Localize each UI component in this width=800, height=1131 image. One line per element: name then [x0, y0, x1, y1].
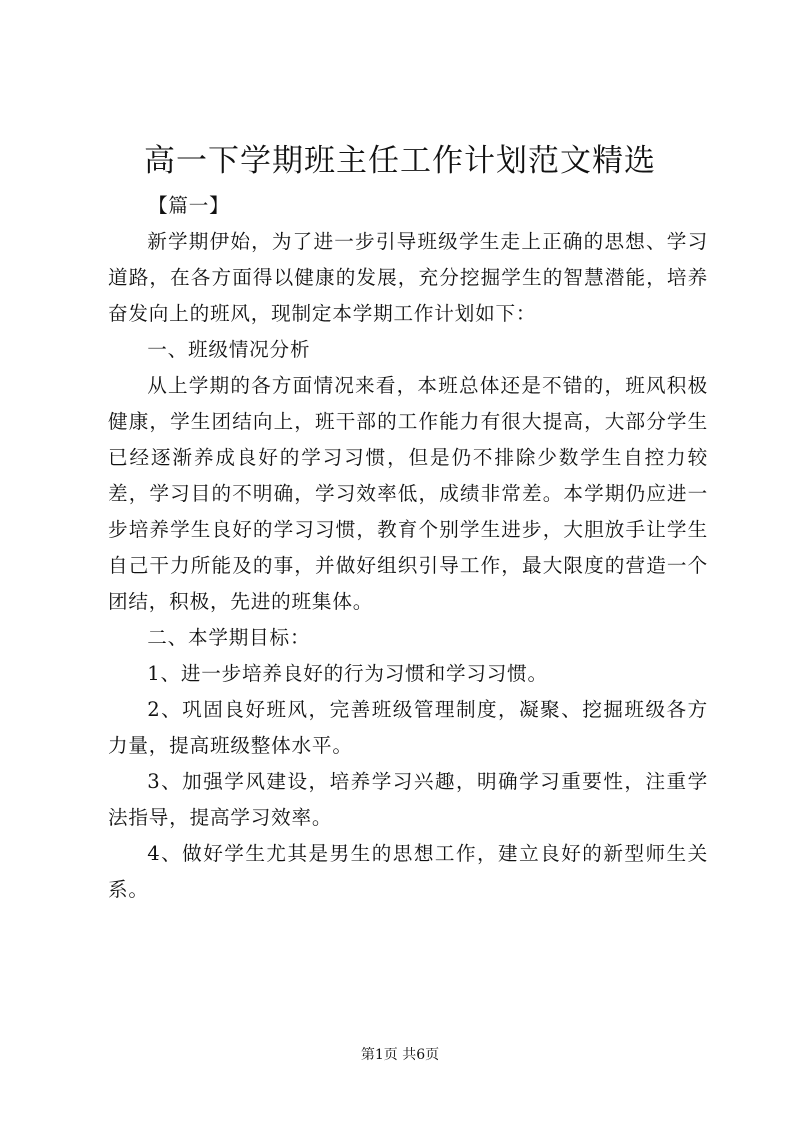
- goal-item-3: 3、加强学风建设，培养学习兴趣，明确学习重要性，注重学法指导，提高学习效率。: [108, 770, 708, 829]
- goal-item-1: 1、进一步培养良好的行为习惯和学习习惯。: [147, 662, 548, 685]
- goal-item-2: 2、巩固良好班风，完善班级管理制度，凝聚、挖掘班级各方力量，提高班级整体水平。: [108, 698, 708, 757]
- goal-item-4: 4、做好学生尤其是男生的思想工作，建立良好的新型师生关系。: [108, 842, 708, 901]
- document-body: [108, 188, 708, 908]
- intro-paragraph: 新学期伊始，为了进一步引导班级学生走上正确的思想、学习道路，在各方面得以健康的发展，充分挖掘学生的智慧潜能，培养奋发向上的班风，现制定本学期工作计划如下：: [108, 230, 708, 325]
- document-title: 高一下学期班主任工作计划范文精选: [144, 143, 656, 179]
- section-tag: 【篇一】: [148, 194, 230, 217]
- heading-semester-goals: 二、本学期目标：: [147, 626, 311, 649]
- heading-class-analysis: 一、班级情况分析: [147, 338, 311, 361]
- page-number-footer: 第1页 共6页: [360, 1047, 440, 1063]
- class-analysis-paragraph: 从上学期的各方面情况来看，本班总体还是不错的，班风积极健康，学生团结向上，班干部的工作能力有很大提高，大部分学生已经逐渐养成良好的学习习惯，但是仍不排除少数学生自控力较差，学习目的不明确，学习效率低，成绩非常差。本学期仍应进一步培养学生良好的学习习惯，教育个别学生进步，大胆放手让学生自己干力所能及的事，并做好组织引导工作，最大限度的营造一个团结，积极，先进的班集体。: [108, 374, 708, 613]
